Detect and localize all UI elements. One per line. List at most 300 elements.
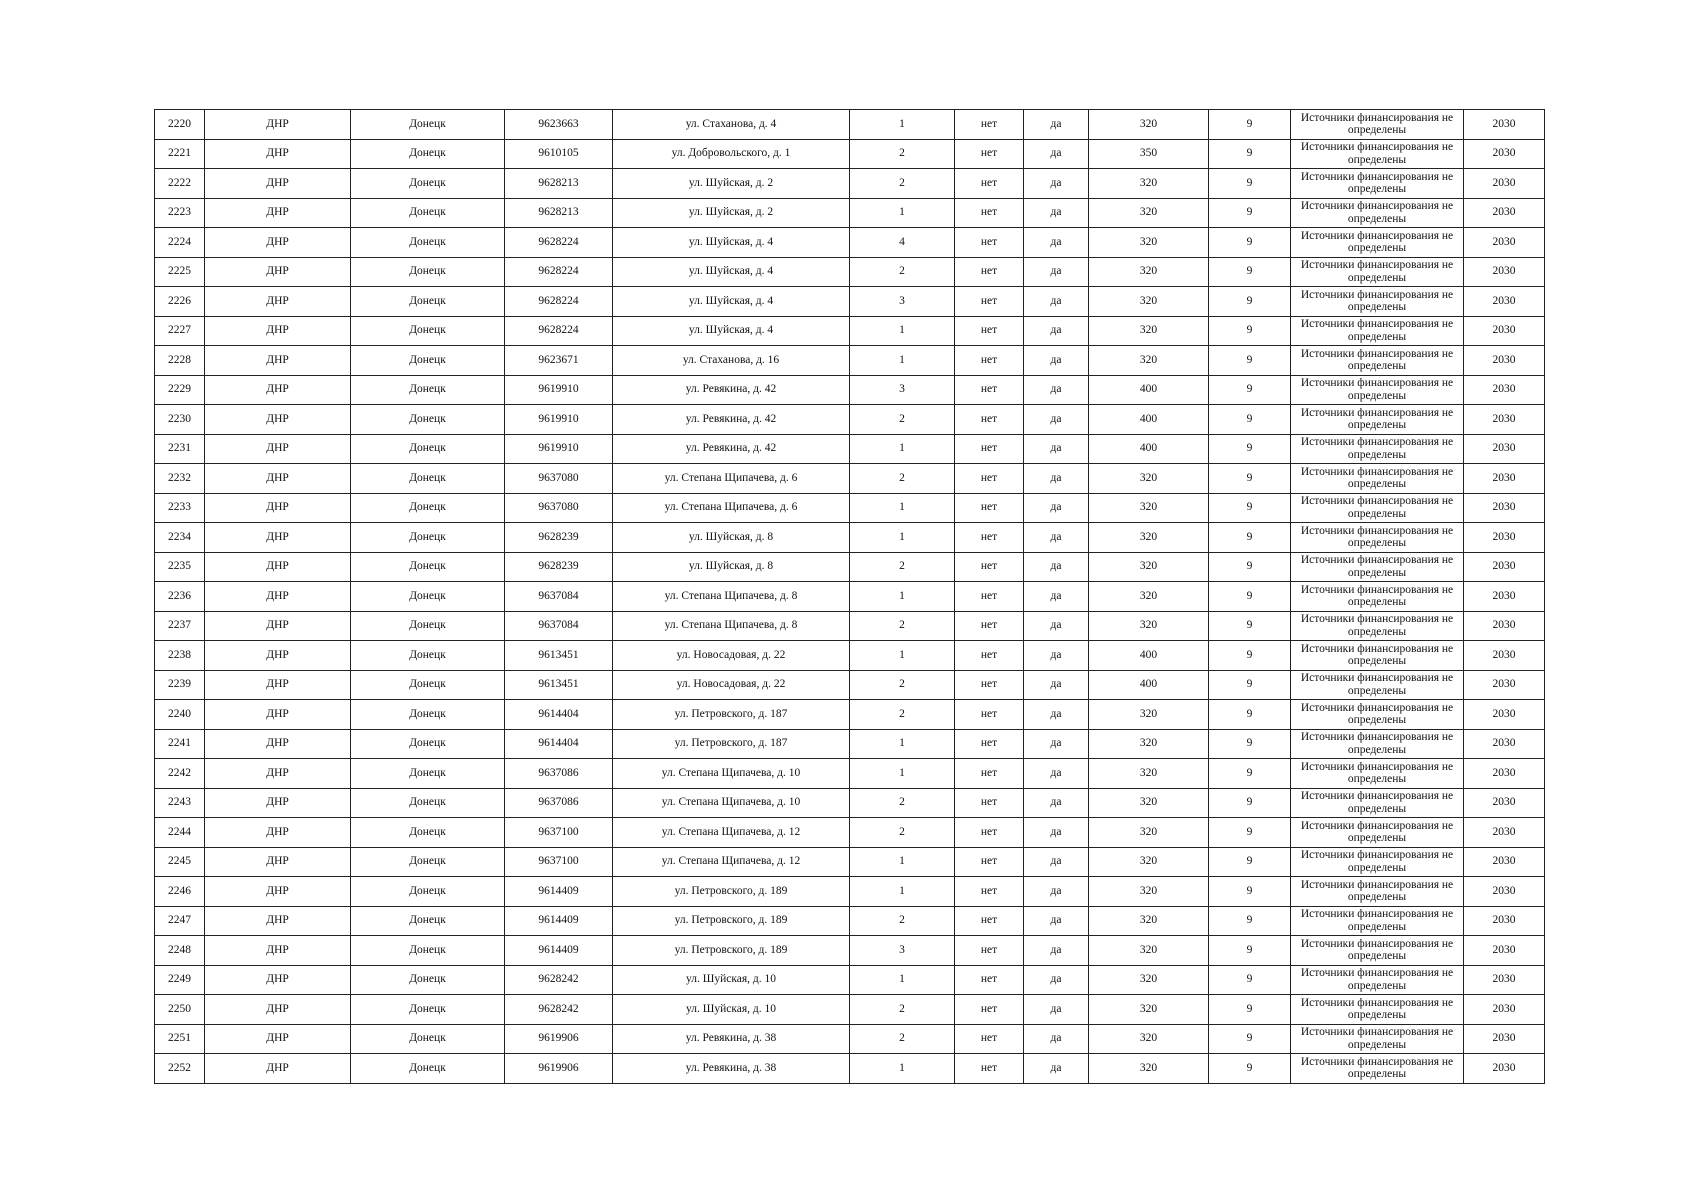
row-number-cell: 2241 xyxy=(155,729,205,759)
category-cell: 9 xyxy=(1209,1024,1291,1054)
table-row xyxy=(155,700,1545,730)
address-cell: ул. Степана Щипачева, д. 6 xyxy=(613,493,850,523)
city-cell: Донецк xyxy=(351,493,505,523)
address-cell: ул. Шуйская, д. 4 xyxy=(613,228,850,258)
count-cell: 2 xyxy=(850,139,955,169)
year-cell: 2030 xyxy=(1464,788,1545,818)
object-code-cell: 9619906 xyxy=(505,1024,613,1054)
flag-yes-cell: да xyxy=(1024,1024,1089,1054)
flag-yes-cell: да xyxy=(1024,405,1089,435)
address-cell: ул. Шуйская, д. 4 xyxy=(613,257,850,287)
value-cell: 400 xyxy=(1089,434,1209,464)
table-row xyxy=(155,729,1545,759)
value-cell: 320 xyxy=(1089,464,1209,494)
object-code-cell: 9628242 xyxy=(505,995,613,1025)
row-number-cell: 2242 xyxy=(155,759,205,789)
table-row xyxy=(155,965,1545,995)
object-code-cell: 9628224 xyxy=(505,287,613,317)
table-row xyxy=(155,287,1545,317)
flag-yes-cell: да xyxy=(1024,257,1089,287)
flag-no-cell: нет xyxy=(955,1024,1024,1054)
category-cell: 9 xyxy=(1209,169,1291,199)
city-cell: Донецк xyxy=(351,729,505,759)
flag-yes-cell: да xyxy=(1024,198,1089,228)
value-cell: 320 xyxy=(1089,995,1209,1025)
year-cell: 2030 xyxy=(1464,375,1545,405)
category-cell: 9 xyxy=(1209,995,1291,1025)
year-cell: 2030 xyxy=(1464,257,1545,287)
flag-yes-cell: да xyxy=(1024,729,1089,759)
flag-no-cell: нет xyxy=(955,523,1024,553)
table-row xyxy=(155,169,1545,199)
category-cell: 9 xyxy=(1209,405,1291,435)
row-number-cell: 2237 xyxy=(155,611,205,641)
object-code-cell: 9637084 xyxy=(505,582,613,612)
table-row xyxy=(155,346,1545,376)
flag-no-cell: нет xyxy=(955,228,1024,258)
table-row xyxy=(155,670,1545,700)
category-cell: 9 xyxy=(1209,641,1291,671)
table-row xyxy=(155,552,1545,582)
row-number-cell: 2234 xyxy=(155,523,205,553)
region-cell: ДНР xyxy=(205,493,351,523)
value-cell: 320 xyxy=(1089,228,1209,258)
table-row xyxy=(155,759,1545,789)
table-row xyxy=(155,375,1545,405)
region-cell: ДНР xyxy=(205,936,351,966)
table-row xyxy=(155,228,1545,258)
value-cell: 320 xyxy=(1089,287,1209,317)
value-cell: 320 xyxy=(1089,877,1209,907)
object-code-cell: 9614409 xyxy=(505,906,613,936)
city-cell: Донецк xyxy=(351,198,505,228)
address-cell: ул. Степана Щипачева, д. 12 xyxy=(613,818,850,848)
address-cell: ул. Степана Щипачева, д. 8 xyxy=(613,611,850,641)
count-cell: 1 xyxy=(850,759,955,789)
table-row xyxy=(155,257,1545,287)
flag-no-cell: нет xyxy=(955,346,1024,376)
address-cell: ул. Новосадовая, д. 22 xyxy=(613,641,850,671)
object-code-cell: 9637086 xyxy=(505,788,613,818)
city-cell: Донецк xyxy=(351,110,505,140)
count-cell: 2 xyxy=(850,1024,955,1054)
financing-note-cell: Источники финансирования не определены xyxy=(1291,700,1464,730)
year-cell: 2030 xyxy=(1464,965,1545,995)
flag-no-cell: нет xyxy=(955,169,1024,199)
count-cell: 1 xyxy=(850,110,955,140)
count-cell: 1 xyxy=(850,198,955,228)
financing-note-cell: Источники финансирования не определены xyxy=(1291,729,1464,759)
row-number-cell: 2246 xyxy=(155,877,205,907)
category-cell: 9 xyxy=(1209,434,1291,464)
address-cell: ул. Степана Щипачева, д. 10 xyxy=(613,759,850,789)
financing-note-cell: Источники финансирования не определены xyxy=(1291,1054,1464,1084)
region-cell: ДНР xyxy=(205,906,351,936)
flag-yes-cell: да xyxy=(1024,759,1089,789)
value-cell: 320 xyxy=(1089,316,1209,346)
count-cell: 2 xyxy=(850,818,955,848)
count-cell: 1 xyxy=(850,1054,955,1084)
object-code-cell: 9619906 xyxy=(505,1054,613,1084)
address-cell: ул. Шуйская, д. 8 xyxy=(613,552,850,582)
object-code-cell: 9614404 xyxy=(505,729,613,759)
city-cell: Донецк xyxy=(351,1054,505,1084)
flag-no-cell: нет xyxy=(955,700,1024,730)
flag-yes-cell: да xyxy=(1024,700,1089,730)
region-cell: ДНР xyxy=(205,582,351,612)
flag-yes-cell: да xyxy=(1024,228,1089,258)
region-cell: ДНР xyxy=(205,257,351,287)
flag-yes-cell: да xyxy=(1024,464,1089,494)
financing-note-cell: Источники финансирования не определены xyxy=(1291,847,1464,877)
region-cell: ДНР xyxy=(205,611,351,641)
flag-no-cell: нет xyxy=(955,198,1024,228)
city-cell: Донецк xyxy=(351,818,505,848)
financing-note-cell: Источники финансирования не определены xyxy=(1291,493,1464,523)
financing-note-cell: Источники финансирования не определены xyxy=(1291,759,1464,789)
region-cell: ДНР xyxy=(205,847,351,877)
table-row xyxy=(155,936,1545,966)
financing-note-cell: Источники финансирования не определены xyxy=(1291,877,1464,907)
row-number-cell: 2231 xyxy=(155,434,205,464)
flag-no-cell: нет xyxy=(955,611,1024,641)
flag-yes-cell: да xyxy=(1024,169,1089,199)
city-cell: Донецк xyxy=(351,346,505,376)
year-cell: 2030 xyxy=(1464,1054,1545,1084)
value-cell: 320 xyxy=(1089,493,1209,523)
region-cell: ДНР xyxy=(205,641,351,671)
value-cell: 400 xyxy=(1089,405,1209,435)
city-cell: Донецк xyxy=(351,877,505,907)
category-cell: 9 xyxy=(1209,346,1291,376)
object-code-cell: 9614409 xyxy=(505,877,613,907)
year-cell: 2030 xyxy=(1464,169,1545,199)
category-cell: 9 xyxy=(1209,198,1291,228)
region-cell: ДНР xyxy=(205,139,351,169)
flag-no-cell: нет xyxy=(955,493,1024,523)
category-cell: 9 xyxy=(1209,1054,1291,1084)
row-number-cell: 2247 xyxy=(155,906,205,936)
count-cell: 1 xyxy=(850,729,955,759)
flag-no-cell: нет xyxy=(955,464,1024,494)
address-cell: ул. Шуйская, д. 8 xyxy=(613,523,850,553)
table-row xyxy=(155,434,1545,464)
row-number-cell: 2223 xyxy=(155,198,205,228)
year-cell: 2030 xyxy=(1464,287,1545,317)
category-cell: 9 xyxy=(1209,847,1291,877)
value-cell: 320 xyxy=(1089,169,1209,199)
value-cell: 320 xyxy=(1089,346,1209,376)
category-cell: 9 xyxy=(1209,552,1291,582)
row-number-cell: 2251 xyxy=(155,1024,205,1054)
address-cell: ул. Ревякина, д. 42 xyxy=(613,434,850,464)
flag-yes-cell: да xyxy=(1024,110,1089,140)
financing-note-cell: Источники финансирования не определены xyxy=(1291,936,1464,966)
region-cell: ДНР xyxy=(205,228,351,258)
flag-yes-cell: да xyxy=(1024,995,1089,1025)
table-body xyxy=(155,110,1545,1084)
financing-note-cell: Источники финансирования не определены xyxy=(1291,788,1464,818)
category-cell: 9 xyxy=(1209,375,1291,405)
category-cell: 9 xyxy=(1209,523,1291,553)
object-code-cell: 9613451 xyxy=(505,641,613,671)
row-number-cell: 2243 xyxy=(155,788,205,818)
financing-note-cell: Источники финансирования не определены xyxy=(1291,169,1464,199)
count-cell: 4 xyxy=(850,228,955,258)
table-row xyxy=(155,493,1545,523)
object-code-cell: 9628213 xyxy=(505,169,613,199)
flag-no-cell: нет xyxy=(955,405,1024,435)
financing-note-cell: Источники финансирования не определены xyxy=(1291,316,1464,346)
region-cell: ДНР xyxy=(205,729,351,759)
value-cell: 320 xyxy=(1089,847,1209,877)
category-cell: 9 xyxy=(1209,700,1291,730)
city-cell: Донецк xyxy=(351,434,505,464)
year-cell: 2030 xyxy=(1464,1024,1545,1054)
row-number-cell: 2228 xyxy=(155,346,205,376)
address-cell: ул. Степана Щипачева, д. 10 xyxy=(613,788,850,818)
row-number-cell: 2229 xyxy=(155,375,205,405)
address-cell: ул. Шуйская, д. 10 xyxy=(613,965,850,995)
city-cell: Донецк xyxy=(351,936,505,966)
flag-yes-cell: да xyxy=(1024,346,1089,376)
financing-note-cell: Источники финансирования не определены xyxy=(1291,906,1464,936)
value-cell: 320 xyxy=(1089,611,1209,641)
year-cell: 2030 xyxy=(1464,818,1545,848)
table-row xyxy=(155,139,1545,169)
value-cell: 400 xyxy=(1089,375,1209,405)
value-cell: 400 xyxy=(1089,670,1209,700)
count-cell: 2 xyxy=(850,257,955,287)
count-cell: 1 xyxy=(850,847,955,877)
flag-no-cell: нет xyxy=(955,582,1024,612)
flag-yes-cell: да xyxy=(1024,1054,1089,1084)
city-cell: Донецк xyxy=(351,464,505,494)
year-cell: 2030 xyxy=(1464,464,1545,494)
city-cell: Донецк xyxy=(351,228,505,258)
row-number-cell: 2226 xyxy=(155,287,205,317)
city-cell: Донецк xyxy=(351,405,505,435)
table-row xyxy=(155,995,1545,1025)
city-cell: Донецк xyxy=(351,759,505,789)
object-code-cell: 9623671 xyxy=(505,346,613,376)
row-number-cell: 2240 xyxy=(155,700,205,730)
address-cell: ул. Шуйская, д. 10 xyxy=(613,995,850,1025)
year-cell: 2030 xyxy=(1464,582,1545,612)
row-number-cell: 2248 xyxy=(155,936,205,966)
value-cell: 320 xyxy=(1089,1024,1209,1054)
object-code-cell: 9637080 xyxy=(505,464,613,494)
region-cell: ДНР xyxy=(205,346,351,376)
flag-no-cell: нет xyxy=(955,936,1024,966)
object-code-cell: 9637100 xyxy=(505,847,613,877)
region-cell: ДНР xyxy=(205,375,351,405)
value-cell: 320 xyxy=(1089,965,1209,995)
address-cell: ул. Степана Щипачева, д. 8 xyxy=(613,582,850,612)
object-code-cell: 9610105 xyxy=(505,139,613,169)
object-code-cell: 9619910 xyxy=(505,375,613,405)
count-cell: 1 xyxy=(850,523,955,553)
city-cell: Донецк xyxy=(351,611,505,641)
flag-yes-cell: да xyxy=(1024,965,1089,995)
object-code-cell: 9628239 xyxy=(505,552,613,582)
address-cell: ул. Ревякина, д. 38 xyxy=(613,1024,850,1054)
count-cell: 2 xyxy=(850,700,955,730)
count-cell: 2 xyxy=(850,995,955,1025)
row-number-cell: 2227 xyxy=(155,316,205,346)
address-cell: ул. Добровольского, д. 1 xyxy=(613,139,850,169)
region-cell: ДНР xyxy=(205,316,351,346)
flag-no-cell: нет xyxy=(955,257,1024,287)
address-cell: ул. Шуйская, д. 4 xyxy=(613,316,850,346)
financing-note-cell: Источники финансирования не определены xyxy=(1291,198,1464,228)
region-cell: ДНР xyxy=(205,405,351,435)
region-cell: ДНР xyxy=(205,818,351,848)
city-cell: Донецк xyxy=(351,700,505,730)
financing-note-cell: Источники финансирования не определены xyxy=(1291,228,1464,258)
flag-no-cell: нет xyxy=(955,434,1024,464)
region-cell: ДНР xyxy=(205,434,351,464)
address-cell: ул. Стаханова, д. 16 xyxy=(613,346,850,376)
year-cell: 2030 xyxy=(1464,729,1545,759)
year-cell: 2030 xyxy=(1464,906,1545,936)
city-cell: Донецк xyxy=(351,847,505,877)
flag-no-cell: нет xyxy=(955,670,1024,700)
category-cell: 9 xyxy=(1209,936,1291,966)
table-row xyxy=(155,641,1545,671)
value-cell: 320 xyxy=(1089,906,1209,936)
year-cell: 2030 xyxy=(1464,110,1545,140)
city-cell: Донецк xyxy=(351,523,505,553)
value-cell: 320 xyxy=(1089,818,1209,848)
category-cell: 9 xyxy=(1209,582,1291,612)
financing-note-cell: Источники финансирования не определены xyxy=(1291,139,1464,169)
count-cell: 2 xyxy=(850,788,955,818)
row-number-cell: 2235 xyxy=(155,552,205,582)
count-cell: 2 xyxy=(850,670,955,700)
year-cell: 2030 xyxy=(1464,995,1545,1025)
flag-yes-cell: да xyxy=(1024,139,1089,169)
object-code-cell: 9628224 xyxy=(505,316,613,346)
flag-no-cell: нет xyxy=(955,1054,1024,1084)
category-cell: 9 xyxy=(1209,877,1291,907)
region-cell: ДНР xyxy=(205,965,351,995)
year-cell: 2030 xyxy=(1464,759,1545,789)
address-cell: ул. Стаханова, д. 4 xyxy=(613,110,850,140)
row-number-cell: 2238 xyxy=(155,641,205,671)
flag-yes-cell: да xyxy=(1024,287,1089,317)
count-cell: 1 xyxy=(850,316,955,346)
flag-yes-cell: да xyxy=(1024,375,1089,405)
row-number-cell: 2245 xyxy=(155,847,205,877)
financing-note-cell: Источники финансирования не определены xyxy=(1291,1024,1464,1054)
object-code-cell: 9637084 xyxy=(505,611,613,641)
city-cell: Донецк xyxy=(351,965,505,995)
flag-yes-cell: да xyxy=(1024,582,1089,612)
object-code-cell: 9628239 xyxy=(505,523,613,553)
value-cell: 320 xyxy=(1089,552,1209,582)
flag-no-cell: нет xyxy=(955,375,1024,405)
financing-note-cell: Источники финансирования не определены xyxy=(1291,552,1464,582)
count-cell: 2 xyxy=(850,464,955,494)
count-cell: 1 xyxy=(850,965,955,995)
address-cell: ул. Ревякина, д. 42 xyxy=(613,405,850,435)
address-cell: ул. Новосадовая, д. 22 xyxy=(613,670,850,700)
year-cell: 2030 xyxy=(1464,877,1545,907)
category-cell: 9 xyxy=(1209,493,1291,523)
flag-yes-cell: да xyxy=(1024,493,1089,523)
value-cell: 400 xyxy=(1089,641,1209,671)
year-cell: 2030 xyxy=(1464,611,1545,641)
flag-no-cell: нет xyxy=(955,759,1024,789)
flag-yes-cell: да xyxy=(1024,434,1089,464)
table-row xyxy=(155,110,1545,140)
value-cell: 320 xyxy=(1089,257,1209,287)
region-cell: ДНР xyxy=(205,1054,351,1084)
row-number-cell: 2244 xyxy=(155,818,205,848)
region-cell: ДНР xyxy=(205,169,351,199)
year-cell: 2030 xyxy=(1464,405,1545,435)
category-cell: 9 xyxy=(1209,257,1291,287)
count-cell: 3 xyxy=(850,936,955,966)
city-cell: Донецк xyxy=(351,995,505,1025)
financing-note-cell: Источники финансирования не определены xyxy=(1291,257,1464,287)
region-cell: ДНР xyxy=(205,788,351,818)
region-cell: ДНР xyxy=(205,1024,351,1054)
row-number-cell: 2222 xyxy=(155,169,205,199)
region-cell: ДНР xyxy=(205,995,351,1025)
flag-yes-cell: да xyxy=(1024,641,1089,671)
value-cell: 320 xyxy=(1089,523,1209,553)
value-cell: 320 xyxy=(1089,700,1209,730)
table-row xyxy=(155,877,1545,907)
table-row xyxy=(155,847,1545,877)
city-cell: Донецк xyxy=(351,257,505,287)
category-cell: 9 xyxy=(1209,788,1291,818)
financing-note-cell: Источники финансирования не определены xyxy=(1291,965,1464,995)
category-cell: 9 xyxy=(1209,759,1291,789)
count-cell: 1 xyxy=(850,641,955,671)
count-cell: 2 xyxy=(850,552,955,582)
category-cell: 9 xyxy=(1209,906,1291,936)
city-cell: Донецк xyxy=(351,788,505,818)
year-cell: 2030 xyxy=(1464,523,1545,553)
count-cell: 2 xyxy=(850,611,955,641)
city-cell: Донецк xyxy=(351,375,505,405)
flag-no-cell: нет xyxy=(955,906,1024,936)
financing-note-cell: Источники финансирования не определены xyxy=(1291,434,1464,464)
row-number-cell: 2250 xyxy=(155,995,205,1025)
object-code-cell: 9628242 xyxy=(505,965,613,995)
count-cell: 1 xyxy=(850,346,955,376)
table-row xyxy=(155,582,1545,612)
city-cell: Донецк xyxy=(351,1024,505,1054)
financing-note-cell: Источники финансирования не определены xyxy=(1291,346,1464,376)
flag-yes-cell: да xyxy=(1024,523,1089,553)
region-cell: ДНР xyxy=(205,110,351,140)
count-cell: 3 xyxy=(850,287,955,317)
address-cell: ул. Петровского, д. 189 xyxy=(613,936,850,966)
table-row xyxy=(155,818,1545,848)
flag-no-cell: нет xyxy=(955,316,1024,346)
year-cell: 2030 xyxy=(1464,198,1545,228)
value-cell: 320 xyxy=(1089,729,1209,759)
value-cell: 320 xyxy=(1089,1054,1209,1084)
category-cell: 9 xyxy=(1209,729,1291,759)
flag-yes-cell: да xyxy=(1024,316,1089,346)
year-cell: 2030 xyxy=(1464,493,1545,523)
flag-yes-cell: да xyxy=(1024,670,1089,700)
